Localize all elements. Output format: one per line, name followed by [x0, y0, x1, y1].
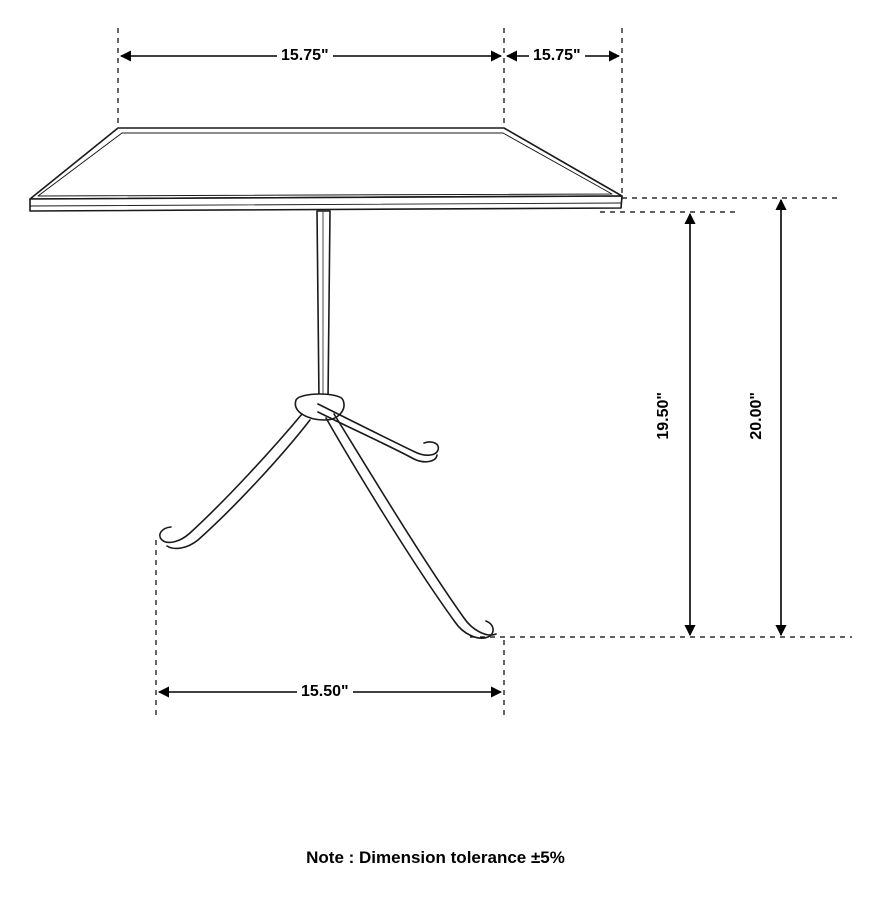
- dimension-label-overall-height: 20.00": [748, 388, 766, 444]
- table-illustration: [30, 128, 622, 638]
- dimension-label-top-left-width: 15.75": [277, 47, 333, 65]
- dimension-label-table-height: 19.50": [655, 388, 673, 444]
- tolerance-note: Note : Dimension tolerance ±5%: [306, 848, 565, 867]
- dimension-label-base-width: 15.50": [297, 683, 353, 701]
- dimension-label-top-right-width: 15.75": [529, 47, 585, 65]
